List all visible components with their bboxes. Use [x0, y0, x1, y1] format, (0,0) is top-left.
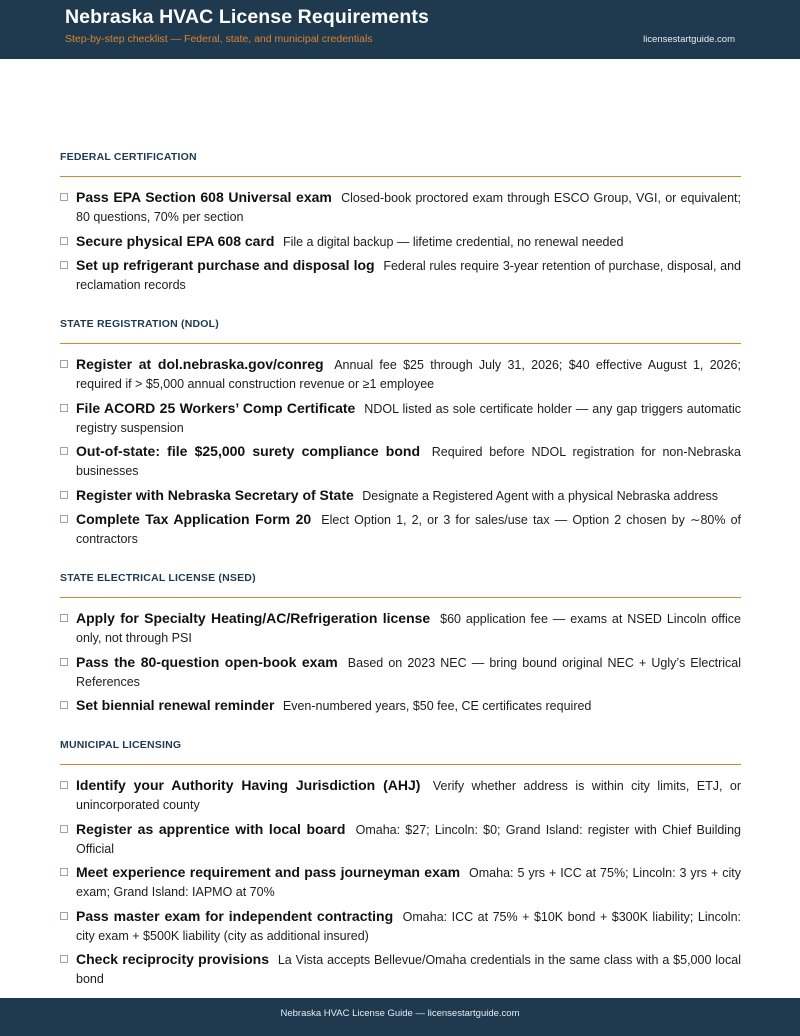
checklist — [60, 598, 741, 716]
checklist-item — [60, 907, 741, 946]
page-title: Nebraska HVAC License Requirements — [65, 6, 429, 28]
section-federal-certification — [60, 151, 741, 295]
checklist-item — [60, 863, 741, 902]
item-title: Check reciprocity provisions — [76, 951, 269, 967]
section-heading: STATE ELECTRICAL LICENSE (NSED) — [60, 572, 741, 598]
item-title: Register as apprentice with local board — [76, 820, 346, 837]
checkbox[interactable] — [60, 193, 68, 201]
checkbox[interactable] — [60, 491, 68, 499]
checklist-item — [60, 776, 741, 815]
checklist-item — [60, 355, 741, 394]
item-description: Omaha: $27; Lincoln: $0; Grand Island: register with Chief Building Official — [76, 822, 741, 856]
checkbox[interactable] — [60, 447, 68, 455]
checklist-item — [60, 609, 741, 648]
item-description: Even-numbered years, $50 fee, CE certificates required — [282, 699, 592, 713]
item-description: Based on 2023 NEC — bring bound original NEC + Ugly’s Electrical References — [76, 655, 742, 689]
checklist-item — [60, 256, 741, 295]
section-municipal-licensing — [60, 739, 741, 989]
checklist-item — [60, 399, 741, 438]
checklist — [60, 344, 741, 549]
checklist-item — [60, 442, 741, 481]
item-title: Pass the 80-question open-book exam — [76, 653, 338, 670]
checkbox[interactable] — [60, 658, 68, 666]
item-description: File a digital backup — lifetime credential, no renewal needed — [282, 234, 624, 249]
item-description: $60 application fee — exams at NSED Lincoln office only, not through PSI — [76, 612, 742, 645]
header-bar — [0, 0, 800, 59]
item-title: Set up refrigerant purchase and disposal log — [76, 257, 375, 273]
item-title: Secure physical EPA 608 card — [76, 232, 275, 249]
page-subtitle: Step-by-step checklist — Federal, state, and municipal credentials — [65, 33, 373, 45]
item-description: Verify whether address is within city limits, ETJ, or unincorporated county — [76, 779, 741, 812]
item-title: Set biennial renewal reminder — [76, 697, 275, 713]
footer-bar — [0, 998, 800, 1036]
item-description: Omaha: 5 yrs + ICC at 75%; Lincoln: 3 yrs + city exam; Grand Island: IAPMO at 70% — [76, 866, 741, 899]
section-state-electrical-license-nsed — [60, 572, 741, 716]
checkbox[interactable] — [60, 781, 68, 789]
section-state-registration-ndol — [60, 318, 741, 549]
checklist-item — [60, 950, 741, 989]
item-title: Complete Tax Application Form 20 — [76, 511, 312, 527]
checklist-item — [60, 510, 741, 549]
checkbox[interactable] — [60, 404, 68, 412]
item-description: Closed-book proctored exam through ESCO Group, VGI, or equivalent; 80 questions, 70% per section — [76, 191, 741, 224]
item-description: La Vista accepts Bellevue/Omaha credentials in the same class with a $5,000 local bond — [76, 953, 741, 986]
checkbox[interactable] — [60, 955, 68, 963]
item-description: Designate a Registered Agent with a physical Nebraska address — [362, 488, 719, 503]
checkbox[interactable] — [60, 614, 68, 622]
checklist — [60, 765, 741, 989]
footer-text: Nebraska HVAC License Guide — licensestartguide.com — [280, 1008, 520, 1019]
checkbox[interactable] — [60, 825, 68, 833]
checkbox[interactable] — [60, 237, 68, 245]
checkbox[interactable] — [60, 868, 68, 876]
item-title: Pass EPA Section 608 Universal exam — [76, 189, 332, 205]
item-title: Pass master exam for independent contracting — [76, 907, 394, 924]
item-description: Annual fee $25 through July 31, 2026; $40 effective August 1, 2026; required if > $5,000 annual construction revenue or ≥1 employee — [76, 358, 741, 391]
section-heading: MUNICIPAL LICENSING — [60, 739, 741, 765]
item-title: Identify your Authority Having Jurisdiction (AHJ) — [76, 777, 421, 793]
item-description: Omaha: ICC at 75% + $10K bond + $300K liability; Lincoln: city exam + $500K liability (city as additional insured) — [76, 909, 741, 943]
item-description: Federal rules require 3-year retention of purchase, disposal, and reclamation records — [76, 259, 741, 292]
checkbox[interactable] — [60, 360, 68, 368]
item-title: Out-of-state: file $25,000 surety compliance bond — [76, 443, 420, 459]
item-title: Meet experience requirement and pass journeyman exam — [76, 864, 461, 880]
item-description: Elect Option 1, 2, or 3 for sales/use tax — Option 2 chosen by ∼80% of contractors — [76, 513, 741, 546]
item-title: Register at dol.nebraska.gov/conreg — [76, 356, 324, 372]
section-heading: FEDERAL CERTIFICATION — [60, 151, 741, 177]
checklist-item — [60, 820, 741, 859]
checkbox[interactable] — [60, 912, 68, 920]
site-link[interactable]: licensestartguide.com — [643, 34, 735, 45]
section-heading: STATE REGISTRATION (NDOL) — [60, 318, 741, 344]
checklist-item — [60, 696, 741, 716]
checklist-item — [60, 653, 741, 692]
checkbox[interactable] — [60, 701, 68, 709]
item-title: Register with Nebraska Secretary of State — [76, 486, 354, 503]
item-title: File ACORD 25 Workers’ Comp Certificate — [76, 399, 356, 416]
item-description: Required before NDOL registration for non-Nebraska businesses — [76, 445, 741, 478]
checklist-content — [60, 151, 741, 1012]
checklist-item — [60, 188, 741, 227]
item-title: Apply for Specialty Heating/AC/Refrigeration license — [76, 610, 431, 626]
checklist-item — [60, 486, 741, 506]
checkbox[interactable] — [60, 261, 68, 269]
checkbox[interactable] — [60, 515, 68, 523]
item-description: NDOL listed as sole certificate holder — any gap triggers automatic registry suspension — [76, 401, 741, 435]
checklist — [60, 177, 741, 295]
checklist-item — [60, 232, 741, 252]
